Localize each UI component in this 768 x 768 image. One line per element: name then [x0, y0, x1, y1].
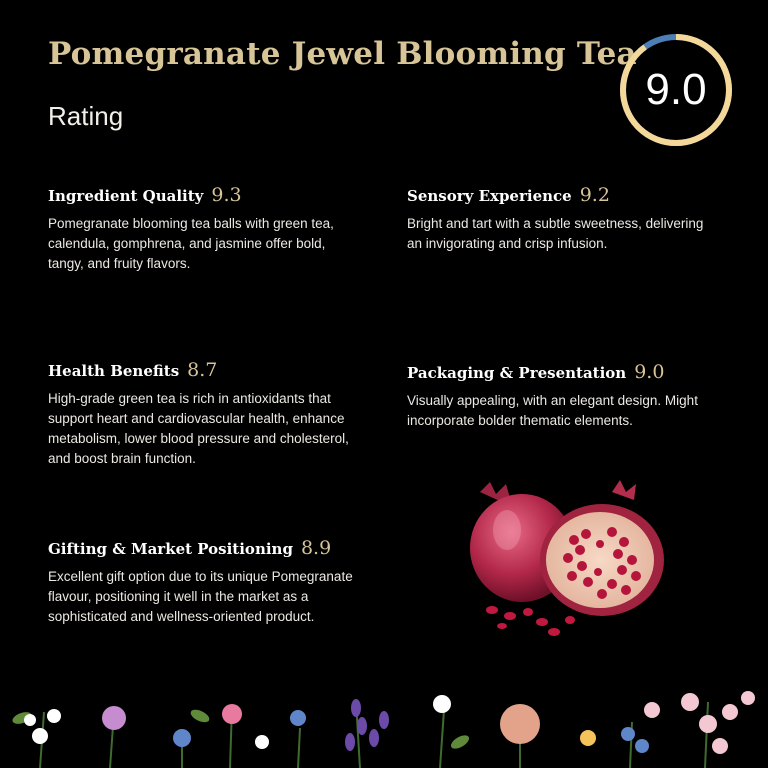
floral-border-illustration	[0, 672, 768, 768]
overall-score: 9.0	[645, 65, 707, 114]
category-name: Ingredient Quality	[48, 187, 204, 205]
category-description: Pomegranate blooming tea balls with green tea, calendula, gomphrena, and jasmine offer bold, tangy, and fruity flavors.	[48, 216, 334, 271]
rating-card-packaging-presentation	[407, 361, 717, 431]
category-description: High-grade green tea is rich in antioxidants that support heart and cardiovascular health, enhance metabolism, lower blood pressure and cholesterol, and boost brain function.	[48, 391, 349, 466]
rating-card-ingredient-quality	[48, 184, 358, 274]
category-name: Sensory Experience	[407, 187, 572, 205]
category-score: 9.2	[579, 184, 610, 206]
category-name: Gifting & Market Positioning	[48, 540, 293, 558]
rating-card-gifting-market-positioning	[48, 537, 358, 627]
category-name: Health Benefits	[48, 362, 180, 380]
category-score: 9.0	[634, 361, 665, 383]
page-subtitle: Rating	[48, 101, 124, 131]
category-score: 9.3	[211, 184, 242, 206]
page-title: Pomegranate Jewel Blooming Tea	[48, 36, 637, 72]
category-score: 8.9	[300, 537, 332, 559]
category-name: Packaging & Presentation	[407, 364, 627, 382]
category-description: Bright and tart with a subtle sweetness, delivering an invigorating and crisp infusion.	[407, 216, 704, 251]
category-description: Visually appealing, with an elegant design. Might incorporate bolder thematic elements.	[407, 393, 698, 428]
category-description: Excellent gift option due to its unique Pomegranate flavour, positioning it well in the market as a sophisticated and wellness-oriented product.	[48, 569, 353, 624]
pomegranate-illustration	[462, 470, 672, 650]
category-score: 8.7	[187, 359, 218, 381]
rating-card-health-benefits	[48, 359, 358, 469]
rating-card-sensory-experience	[407, 184, 717, 254]
